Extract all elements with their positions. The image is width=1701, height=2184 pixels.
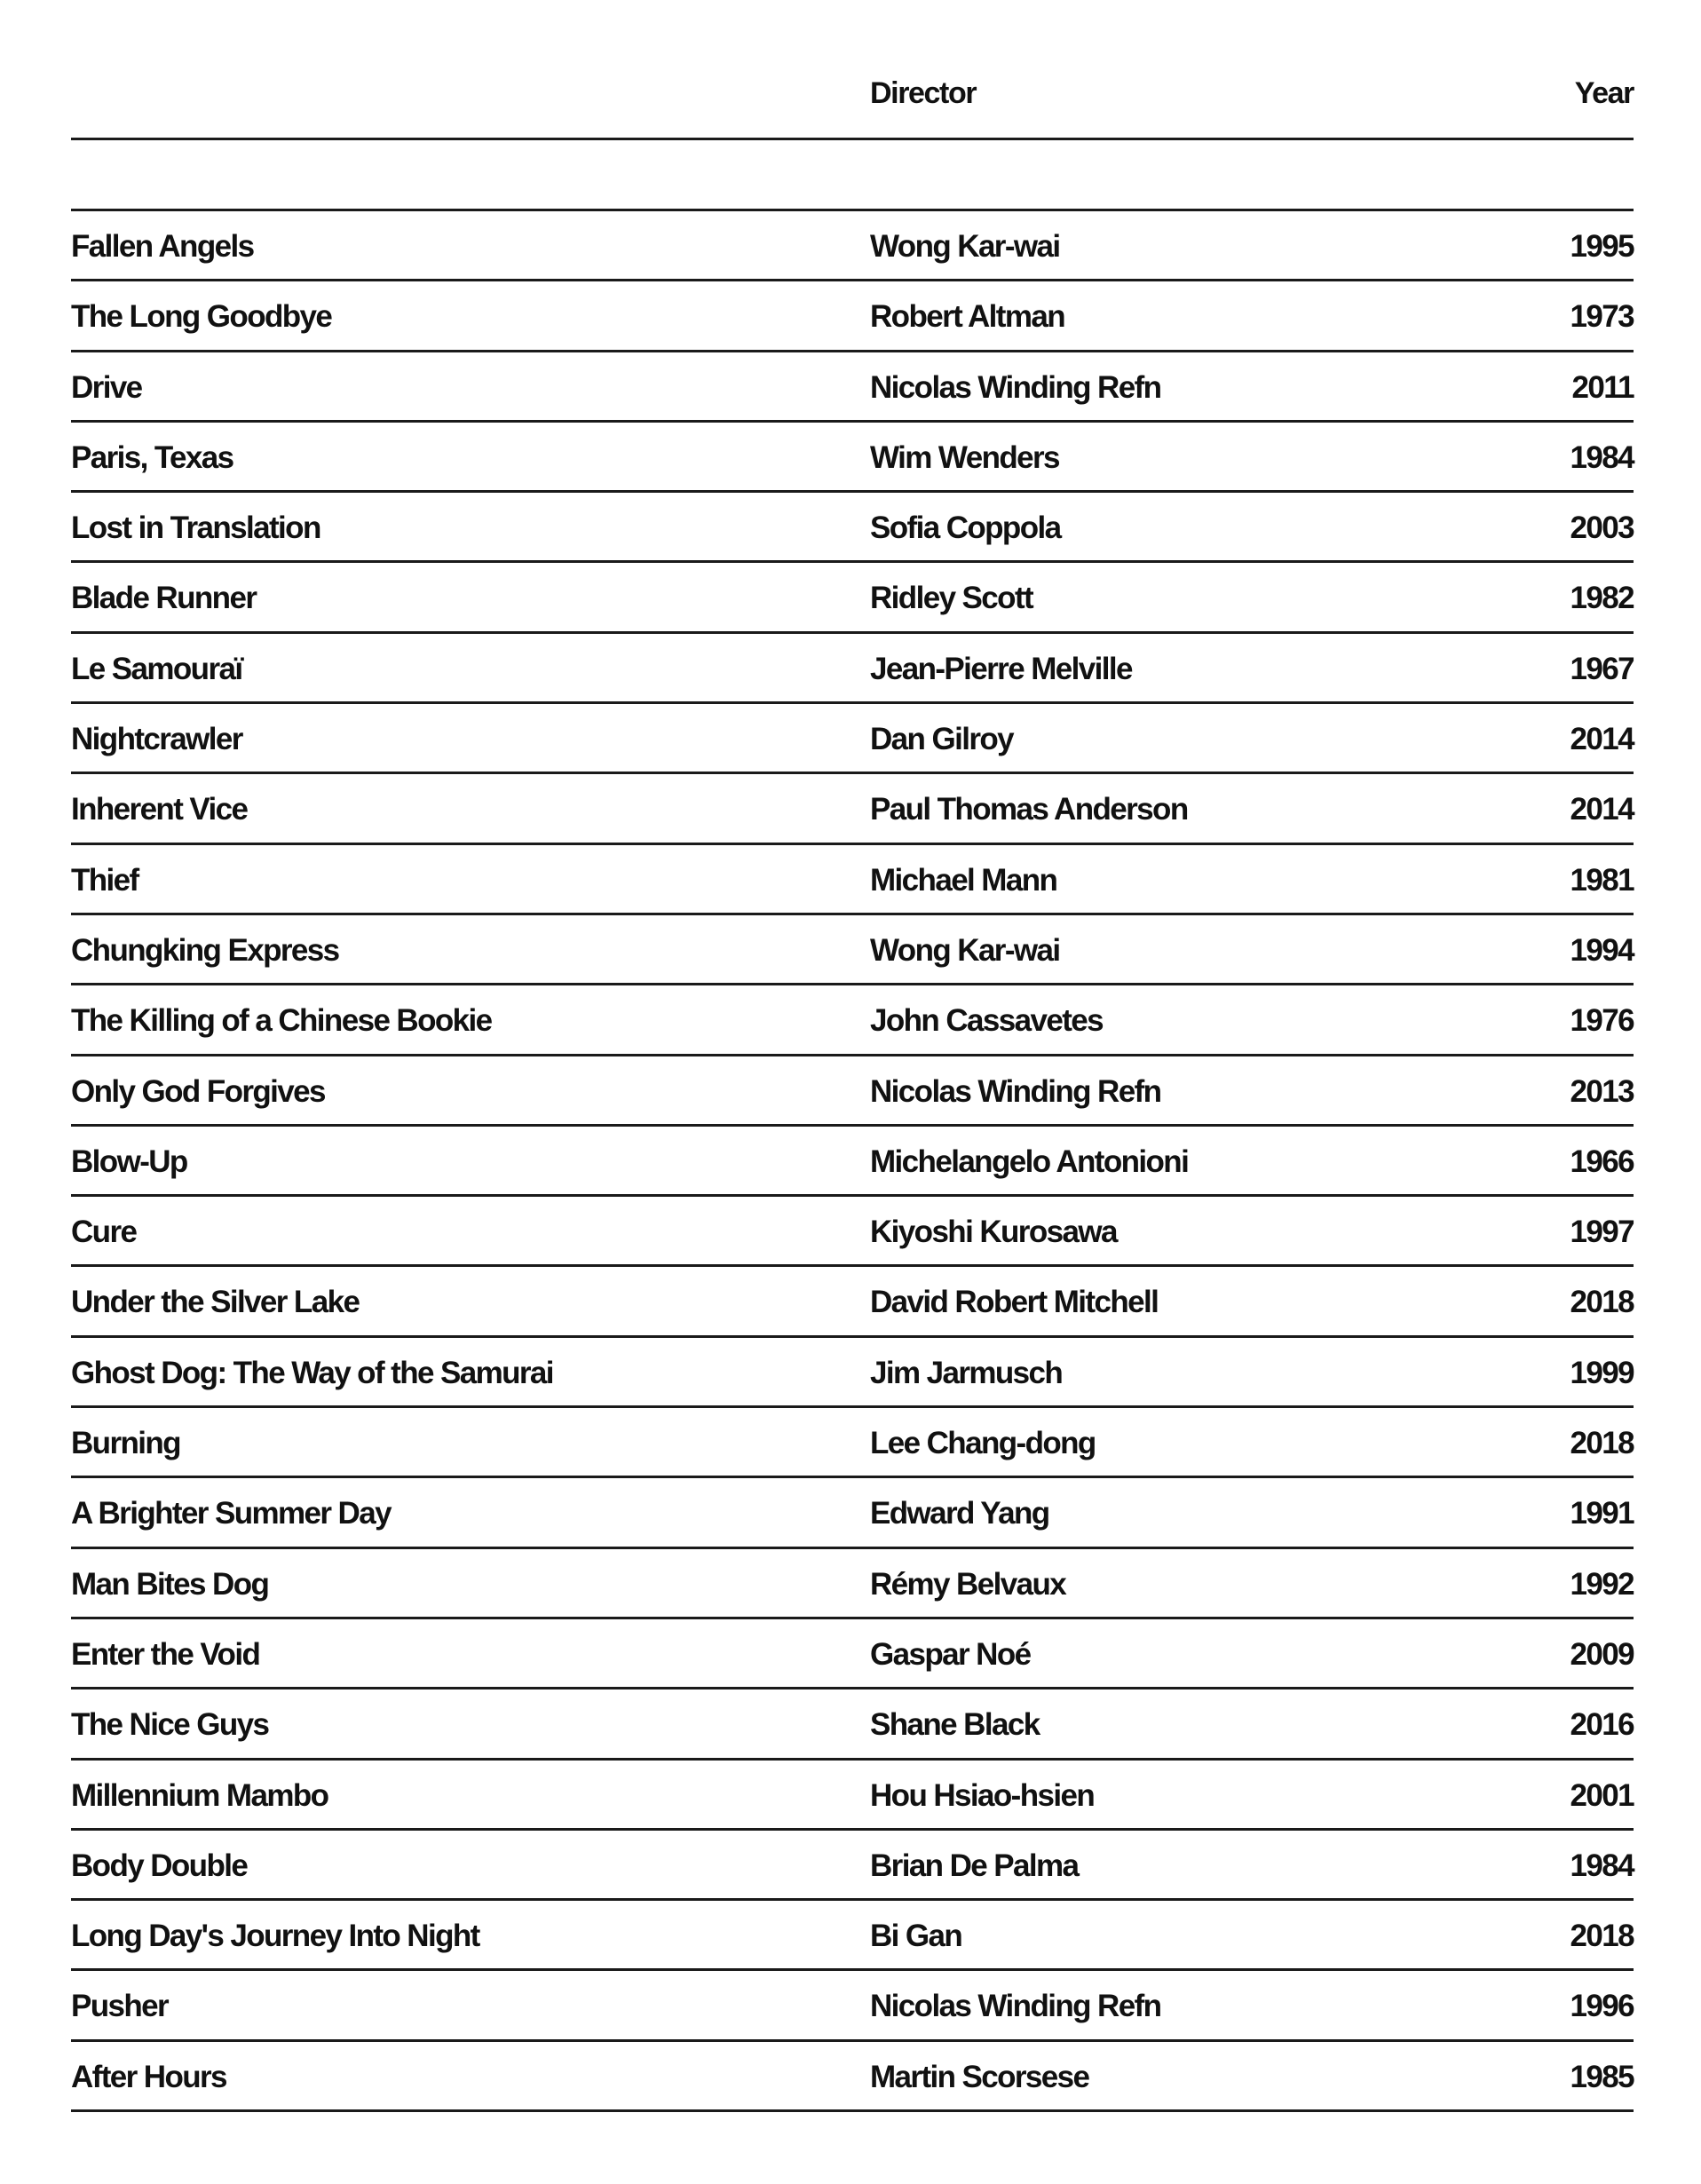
film-year: 2018 [1570, 1426, 1634, 1461]
film-title: Fallen Angels [71, 229, 254, 264]
film-director: Ridley Scott [870, 581, 1033, 616]
year-column-header: Year [1574, 76, 1634, 110]
film-director: Jean-Pierre Melville [870, 651, 1132, 686]
film-director: Shane Black [870, 1707, 1040, 1743]
film-year: 1994 [1570, 932, 1634, 968]
film-director: Wong Kar-wai [870, 229, 1060, 264]
table-row [71, 774, 1634, 844]
film-title: Man Bites Dog [71, 1566, 269, 1602]
film-title: The Killing of a Chinese Bookie [71, 1003, 492, 1039]
film-director: Dan Gilroy [870, 722, 1013, 757]
film-title: The Nice Guys [71, 1707, 269, 1743]
film-title: Ghost Dog: The Way of the Samurai [71, 1355, 553, 1390]
film-title: Inherent Vice [71, 792, 248, 827]
film-title: Long Day's Journey Into Night [71, 1919, 479, 1954]
table-row [71, 493, 1634, 563]
film-director: Martin Scorsese [870, 2059, 1089, 2094]
director-column-header: Director [870, 76, 977, 110]
film-director: Rémy Belvaux [870, 1566, 1066, 1602]
film-year: 2001 [1570, 1777, 1634, 1813]
film-title: Only God Forgives [71, 1073, 325, 1109]
table-row [71, 1901, 1634, 1971]
film-title: The Long Goodbye [71, 299, 332, 335]
film-title: Paris, Texas [71, 439, 233, 475]
film-director: David Robert Mitchell [870, 1285, 1159, 1320]
film-title: Thief [71, 862, 138, 898]
film-year: 1966 [1570, 1143, 1634, 1179]
film-title: A Brighter Summer Day [71, 1496, 391, 1531]
table-row [71, 2042, 1634, 2112]
film-director: Nicolas Winding Refn [870, 1989, 1161, 2024]
film-year: 1984 [1570, 439, 1634, 475]
film-director: Edward Yang [870, 1496, 1049, 1531]
film-title: Burning [71, 1426, 180, 1461]
film-director: Bi Gan [870, 1919, 962, 1954]
film-title: Blade Runner [71, 581, 257, 616]
table-row [71, 1408, 1634, 1478]
film-year: 2013 [1570, 1073, 1634, 1109]
film-year: 2016 [1570, 1707, 1634, 1743]
film-director: Paul Thomas Anderson [870, 792, 1188, 827]
film-year: 1984 [1570, 1848, 1634, 1883]
film-director: Sofia Coppola [870, 510, 1061, 546]
film-title: Lost in Translation [71, 510, 320, 546]
table-row [71, 845, 1634, 915]
film-director: Wong Kar-wai [870, 932, 1060, 968]
film-year: 1996 [1570, 1989, 1634, 2024]
film-director: Brian De Palma [870, 1848, 1079, 1883]
film-director: Michelangelo Antonioni [870, 1143, 1189, 1179]
table-row [71, 1338, 1634, 1408]
film-title: Pusher [71, 1989, 169, 2024]
film-year: 1992 [1570, 1566, 1634, 1602]
table-row [71, 985, 1634, 1056]
film-year: 1976 [1570, 1003, 1634, 1039]
table-row [71, 1761, 1634, 1831]
film-year: 2018 [1570, 1919, 1634, 1954]
table-row [71, 1619, 1634, 1689]
table-row [71, 1971, 1634, 2041]
table-row [71, 352, 1634, 423]
film-year: 2011 [1571, 369, 1634, 405]
film-title: Enter the Void [71, 1636, 260, 1672]
film-year: 2014 [1570, 722, 1634, 757]
film-director: Robert Altman [870, 299, 1065, 335]
film-year: 1981 [1570, 862, 1634, 898]
film-director: John Cassavetes [870, 1003, 1103, 1039]
film-year: 2014 [1570, 792, 1634, 827]
film-year: 1967 [1570, 651, 1634, 686]
film-year: 1985 [1570, 2059, 1634, 2094]
film-year: 1997 [1570, 1215, 1634, 1250]
table-row [71, 1197, 1634, 1267]
film-title: Drive [71, 369, 142, 405]
film-year: 2018 [1570, 1285, 1634, 1320]
table-row [71, 281, 1634, 352]
film-year: 1999 [1570, 1355, 1634, 1390]
film-director: Kiyoshi Kurosawa [870, 1215, 1117, 1250]
table-row [71, 211, 1634, 281]
table-row [71, 563, 1634, 633]
film-director: Nicolas Winding Refn [870, 1073, 1161, 1109]
film-year: 1995 [1570, 229, 1634, 264]
film-year: 2009 [1570, 1636, 1634, 1672]
film-director: Jim Jarmusch [870, 1355, 1063, 1390]
film-director: Hou Hsiao-hsien [870, 1777, 1095, 1813]
table-header [71, 0, 1634, 140]
film-year: 1991 [1570, 1496, 1634, 1531]
film-director: Michael Mann [870, 862, 1057, 898]
film-director: Lee Chang-dong [870, 1426, 1096, 1461]
table-row [71, 704, 1634, 774]
film-title: Under the Silver Lake [71, 1285, 360, 1320]
film-title: Le Samouraï [71, 651, 242, 686]
table-row [71, 1267, 1634, 1337]
table-row [71, 1549, 1634, 1619]
films-table [71, 0, 1634, 2112]
film-director: Nicolas Winding Refn [870, 369, 1161, 405]
table-row [71, 1127, 1634, 1197]
table-row [71, 915, 1634, 985]
film-director: Wim Wenders [870, 439, 1059, 475]
table-row [71, 423, 1634, 493]
film-title: After Hours [71, 2059, 226, 2094]
film-director: Gaspar Noé [870, 1636, 1031, 1672]
empty-row [71, 140, 1634, 211]
film-title: Millennium Mambo [71, 1777, 328, 1813]
film-year: 2003 [1570, 510, 1634, 546]
film-year: 1973 [1570, 299, 1634, 335]
table-row [71, 1831, 1634, 1901]
table-row [71, 1478, 1634, 1548]
film-title: Body Double [71, 1848, 248, 1883]
table-row [71, 634, 1634, 704]
film-title: Chungking Express [71, 932, 339, 968]
table-row [71, 1689, 1634, 1760]
table-row [71, 1056, 1634, 1127]
film-title: Blow-Up [71, 1143, 187, 1179]
film-title: Cure [71, 1215, 137, 1250]
film-year: 1982 [1570, 581, 1634, 616]
table-body [71, 211, 1634, 2112]
film-title: Nightcrawler [71, 722, 242, 757]
